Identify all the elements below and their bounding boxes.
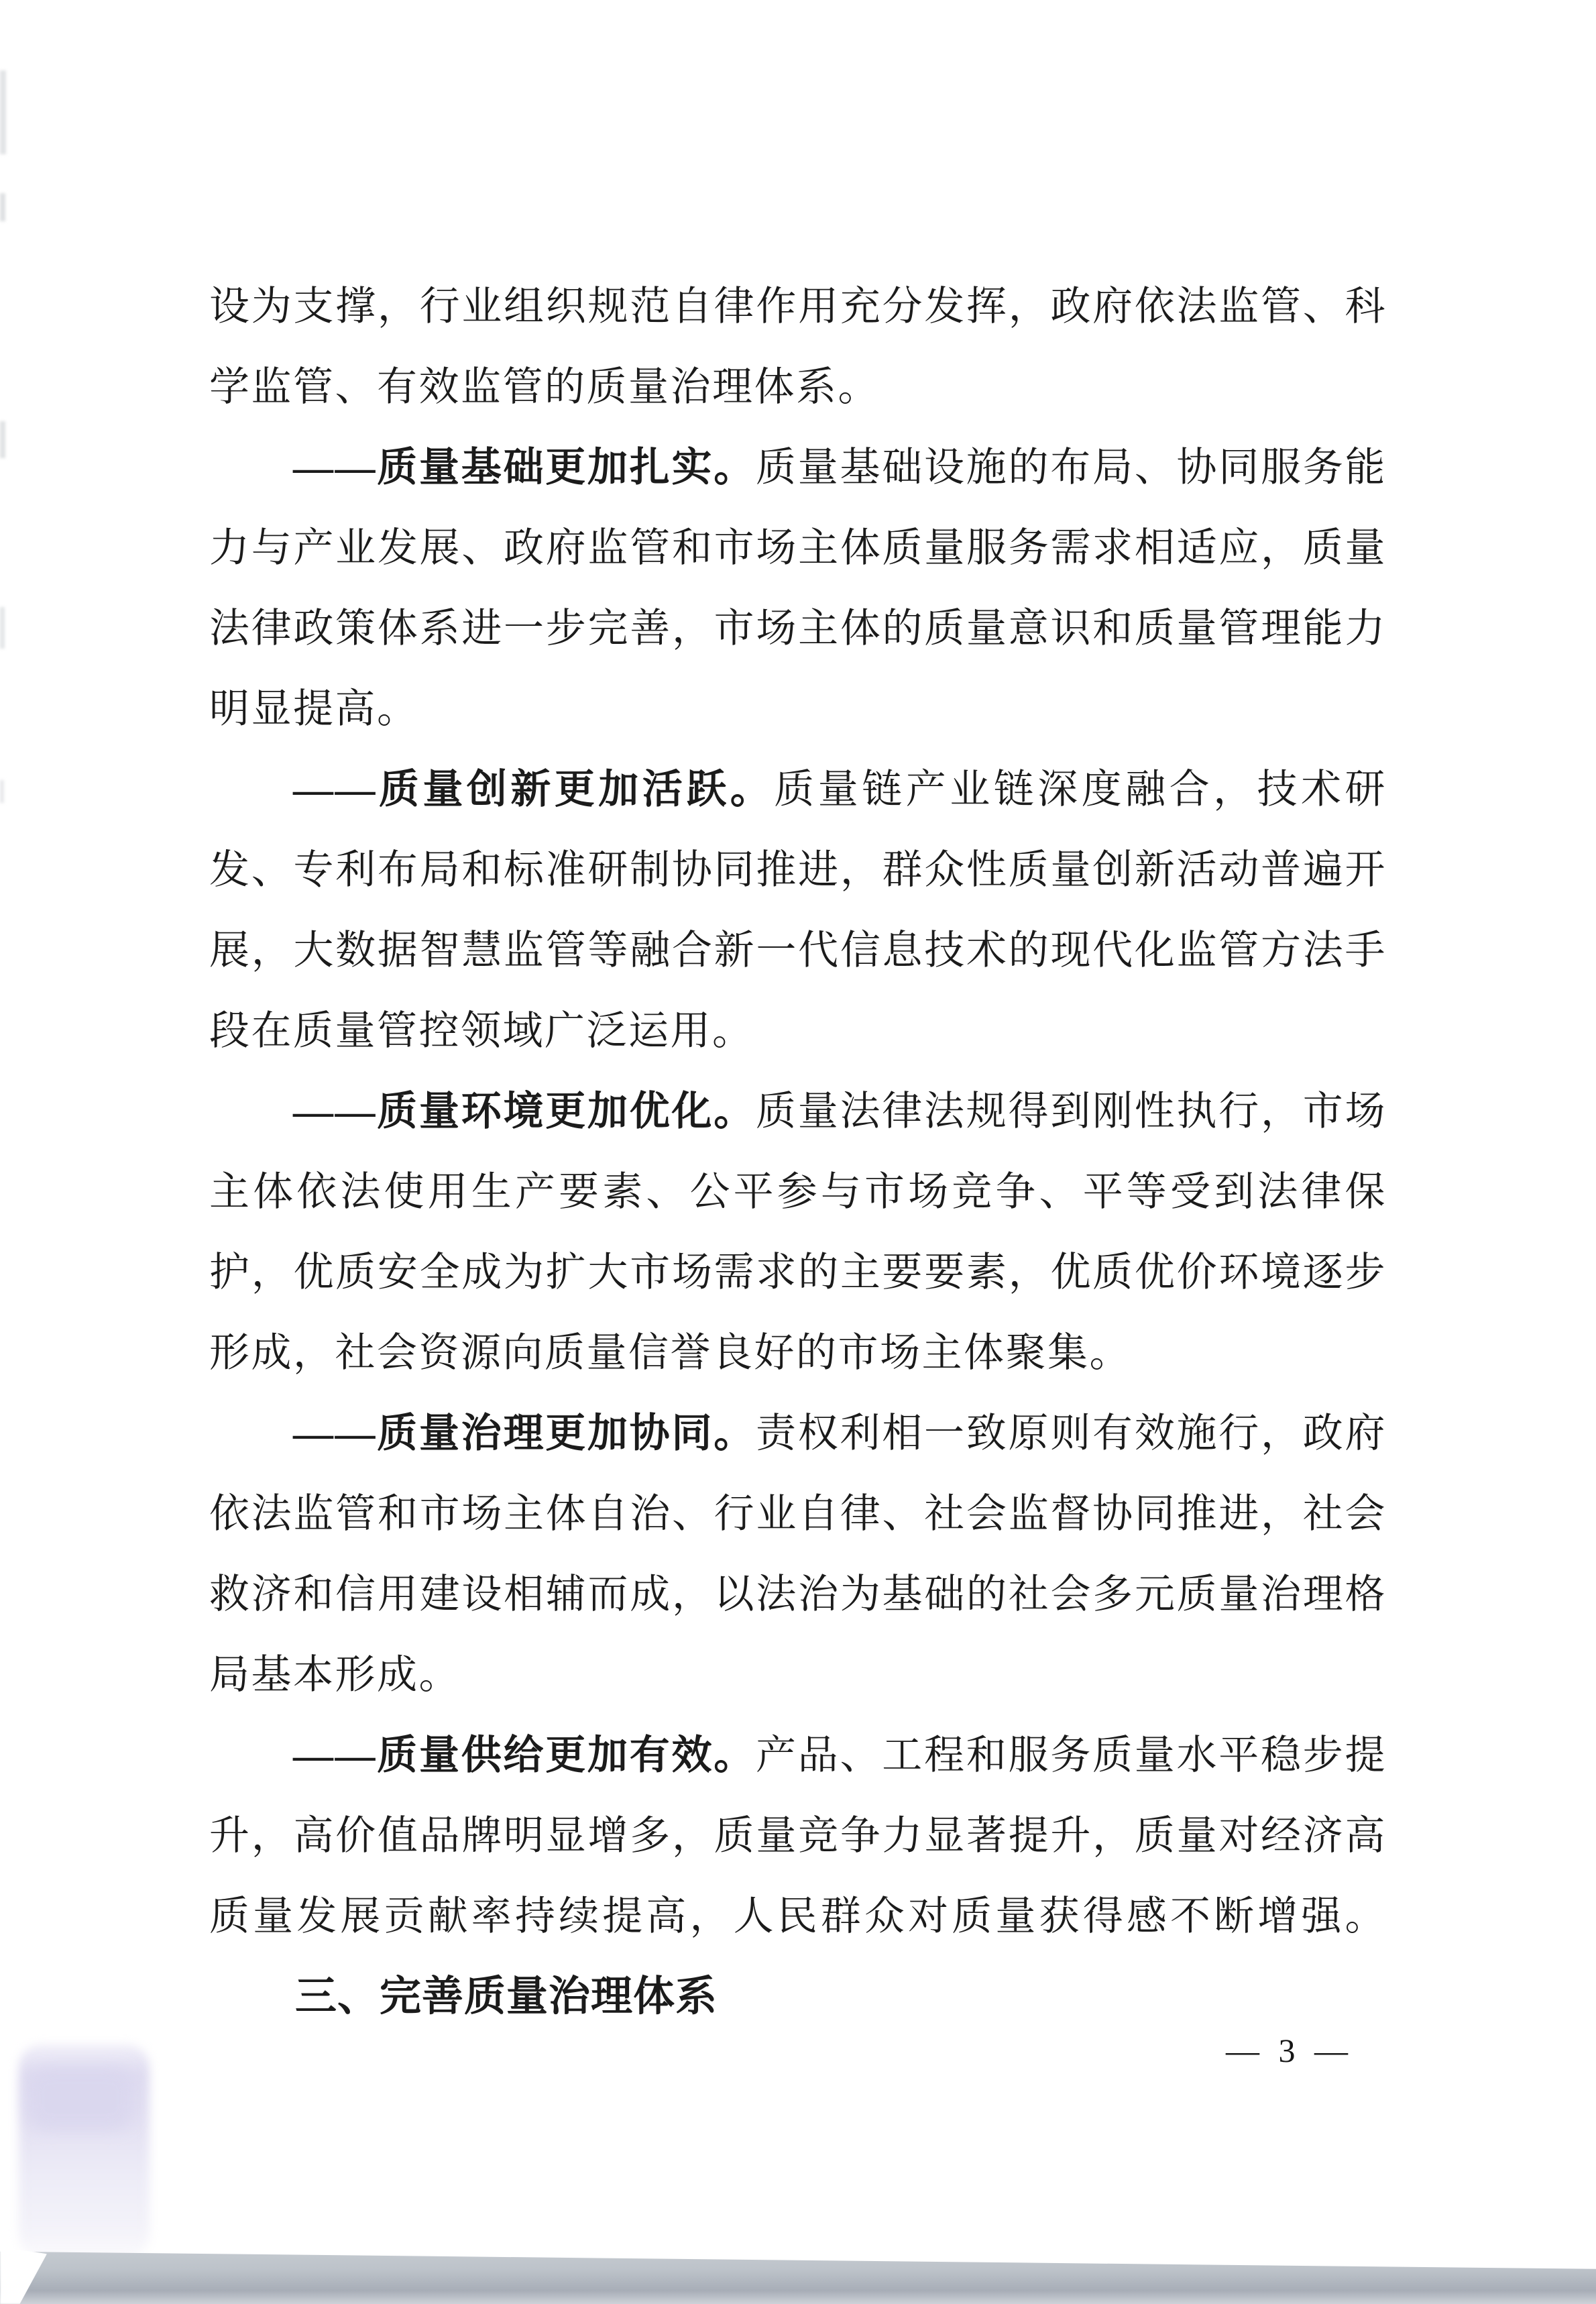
paragraph-lead: 质量创新更加活跃。 [377,767,775,812]
paragraph-lead: 质量环境更加优化。 [377,1089,756,1134]
scan-artifact-edge-mark [0,421,5,458]
scan-artifact-bottom-band [0,2244,1596,2304]
paragraph-lead: 质量治理更加协同。 [377,1411,756,1456]
paragraph-lead: 质量基础更加扎实。 [377,445,756,490]
em-dash: —— [293,1089,377,1134]
text-line: 发、专利布局和标准研制协同推进，群众性质量创新活动普遍开 [209,848,1387,892]
text-line: ——质量治理更加协同。责权利相一致原则有效施行，政府 [293,1411,1387,1456]
text-line: 展，大数据智慧监管等融合新一代信息技术的现代化监管方法手 [209,928,1387,973]
text-line: ——质量供给更加有效。产品、工程和服务质量水平稳步提 [293,1733,1387,1777]
text-line: 学监管、有效监管的质量治理体系。 [209,365,880,409]
text-line: ——质量基础更加扎实。质量基础设施的布局、协同服务能 [293,445,1387,490]
scan-artifact-edge-mark [0,607,5,649]
paragraph-lead: 质量供给更加有效。 [377,1733,756,1777]
em-dash: —— [293,767,377,812]
em-dash: —— [293,1733,377,1777]
text-line: 护，优质安全成为扩大市场需求的主要要素，优质优价环境逐步 [209,1250,1387,1295]
scan-artifact-smudge-core [27,2067,134,2131]
text-line: 质量发展贡献率持续提高，人民群众对质量获得感不断增强。 [209,1894,1387,1938]
text-line: 救济和信用建设相辅而成，以法治为基础的社会多元质量治理格 [209,1572,1387,1616]
text-line: 依法监管和市场主体自治、行业自律、社会监督协同推进，社会 [209,1492,1387,1536]
text-line: 形成，社会资源向质量信誉良好的市场主体聚集。 [209,1331,1131,1375]
text-line: ——质量创新更加活跃。质量链产业链深度融合，技术研 [293,767,1387,812]
text-line: 升，高价值品牌明显增多，质量竞争力显著提升，质量对经济高 [209,1814,1387,1858]
text-line: ——质量环境更加优化。质量法律法规得到刚性执行，市场 [293,1089,1387,1134]
text-line: 局基本形成。 [209,1653,461,1697]
scan-artifact-edge-mark [0,70,6,154]
text-line: 主体依法使用生产要素、公平参与市场竞争、平等受到法律保 [209,1170,1387,1214]
text-line: 段在质量管控领域广泛运用。 [209,1009,754,1053]
em-dash: —— [293,1411,377,1456]
scan-artifact-edge-mark [0,193,5,221]
em-dash: —— [293,445,377,490]
page-number: — 3 — [1226,2032,1353,2069]
text-line: 力与产业发展、政府监管和市场主体质量服务需求相适应，质量 [209,526,1387,570]
text-line: 明显提高。 [209,687,419,731]
text-line: 法律政策体系进一步完善，市场主体的质量意识和质量管理能力 [209,606,1387,651]
document-body [209,266,1387,2037]
scan-artifact-edge-mark [0,780,4,803]
section-heading: 三、完善质量治理体系 [295,1973,718,2020]
text-line: 设为支撑，行业组织规范自律作用充分发挥，政府依法监管、科 [209,284,1387,329]
